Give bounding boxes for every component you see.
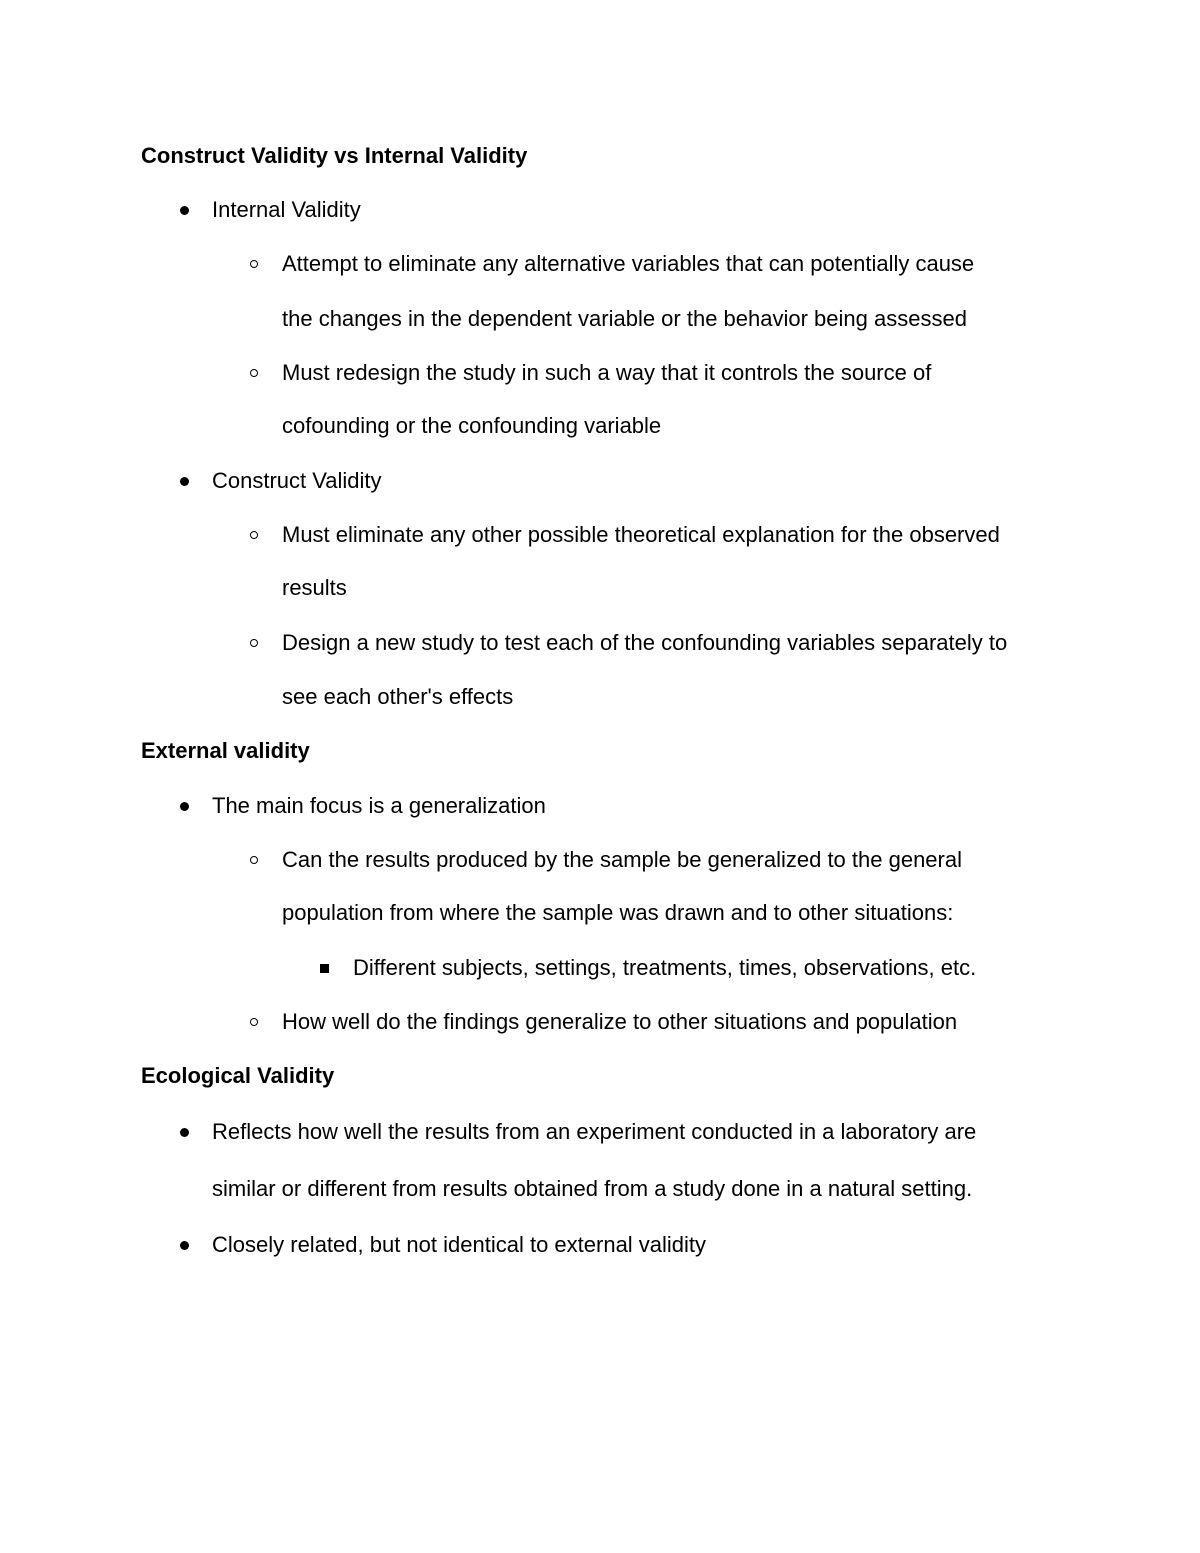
sub-item-line: the changes in the dependent variable or the behavior being assessed — [282, 306, 967, 331]
sub-item-line: cofounding or the confounding variable — [282, 413, 662, 438]
hollow-bullet-icon — [250, 639, 258, 647]
hollow-bullet-icon — [250, 856, 258, 864]
filled-bullet-icon — [180, 802, 189, 811]
list-item-line: Reflects how well the results from an experiment conducted in a laboratory are — [212, 1119, 977, 1144]
hollow-bullet-icon — [250, 369, 258, 377]
hollow-bullet-icon — [250, 1018, 258, 1026]
sub-item-line: see each other's effects — [282, 684, 514, 709]
section-heading-external-validity: External validity — [141, 738, 310, 763]
list-item-construct-validity: Construct Validity — [212, 468, 382, 493]
list-item-main-focus: The main focus is a generalization — [212, 793, 546, 818]
hollow-bullet-icon — [250, 531, 258, 539]
section-heading-construct-vs-internal: Construct Validity vs Internal Validity — [141, 143, 528, 168]
sub-item-line: Design a new study to test each of the confounding variables separately to — [282, 630, 1008, 655]
sub-item-line: Must eliminate any other possible theoretical explanation for the observed — [282, 522, 1000, 547]
filled-bullet-icon — [180, 206, 189, 215]
list-item-line: Closely related, but not identical to external validity — [212, 1232, 707, 1257]
sub-item-line: results — [282, 575, 347, 600]
list-item-line: similar or different from results obtained from a study done in a natural setting. — [212, 1176, 973, 1201]
list-item-internal-validity: Internal Validity — [212, 197, 361, 222]
sub-item-line: Must redesign the study in such a way that it controls the source of — [282, 360, 932, 385]
sub-item-line: How well do the findings generalize to other situations and population — [282, 1009, 958, 1034]
sub-item-line: population from where the sample was drawn and to other situations: — [282, 900, 954, 925]
square-bullet-icon — [320, 964, 329, 973]
sub-item-line: Attempt to eliminate any alternative variables that can potentially cause — [282, 251, 975, 276]
hollow-bullet-icon — [250, 260, 258, 268]
filled-bullet-icon — [180, 1241, 189, 1250]
filled-bullet-icon — [180, 1128, 189, 1137]
filled-bullet-icon — [180, 477, 189, 486]
sub-item-line: Can the results produced by the sample be generalized to the general — [282, 847, 962, 872]
section-heading-ecological-validity: Ecological Validity — [141, 1063, 335, 1088]
sub-sub-item-line: Different subjects, settings, treatments, times, observations, etc. — [353, 955, 977, 980]
